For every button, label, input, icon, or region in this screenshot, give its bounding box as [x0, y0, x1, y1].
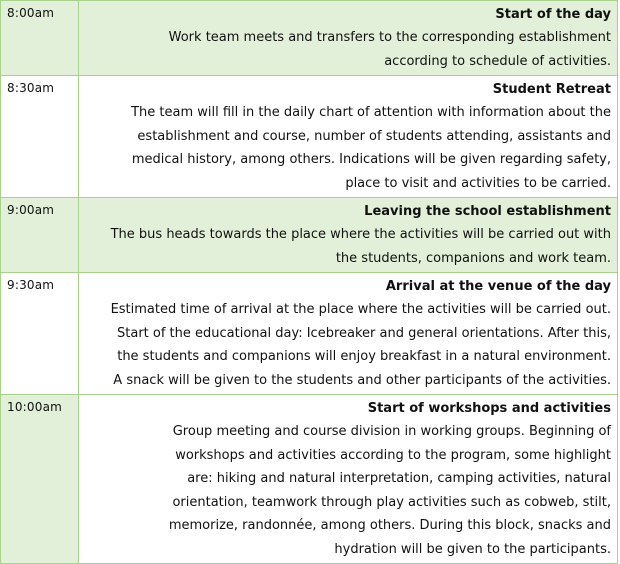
- description-line: the students and companions will enjoy breakfast in a natural environment.: [117, 349, 611, 364]
- description-line: according to schedule of activities.: [384, 53, 611, 69]
- description-line: place to visit and activities to be carried.: [345, 175, 611, 191]
- activity-title: Arrival at the venue of the day: [385, 279, 611, 294]
- description-line: orientation, teamwork through play activities such as cobweb, stilt,: [172, 494, 611, 510]
- description-line: Work team meets and transfers to the corresponding establishment: [168, 30, 611, 45]
- time-cell: [1, 76, 79, 198]
- description-cell: [79, 395, 618, 564]
- description-cell: [79, 198, 618, 273]
- time-cell: [1, 273, 79, 395]
- activity-title: Student Retreat: [492, 82, 611, 97]
- schedule-row: [1, 395, 618, 564]
- activity-description: [87, 420, 611, 561]
- time-label: 9:00am: [7, 203, 55, 217]
- description-line: workshops and activities according to the program, some highlight: [175, 447, 611, 463]
- schedule-row: [1, 198, 618, 273]
- description-line: the students, companions and work team.: [335, 250, 611, 266]
- description-line: Group meeting and course division in working groups. Beginning of: [172, 424, 611, 439]
- description-line: A snack will be given to the students and other participants of the activities.: [113, 372, 611, 388]
- schedule-row: [1, 273, 618, 395]
- time-label: 9:30am: [7, 278, 55, 292]
- description-cell: [79, 76, 618, 198]
- description-cell: [79, 1, 618, 76]
- schedule-row: [1, 1, 618, 76]
- schedule-row: [1, 76, 618, 198]
- description-line: establishment and course, number of students attending, assistants and: [137, 128, 611, 144]
- time-cell: [1, 198, 79, 273]
- description-line: hydration will be given to the participants.: [334, 541, 611, 557]
- description-cell: [79, 273, 618, 395]
- description-line: medical history, among others. Indications will be given regarding safety,: [131, 152, 611, 167]
- description-line: Start of the educational day: Icebreaker and general orientations. After this,: [117, 325, 611, 341]
- time-cell: [1, 395, 79, 564]
- activity-title: Start of the day: [495, 7, 611, 22]
- activity-title: Start of workshops and activities: [367, 401, 611, 416]
- time-label: 10:00am: [7, 400, 63, 414]
- description-line: memorize, randonnée, among others. During this block, snacks and: [168, 518, 611, 533]
- time-label: 8:00am: [7, 6, 55, 20]
- description-line: are: hiking and natural interpretation, camping activities, natural: [187, 471, 611, 486]
- activity-description: [87, 298, 611, 392]
- description-line: The bus heads towards the place where the activities will be carried out with: [110, 227, 611, 242]
- description-line: The team will fill in the daily chart of attention with information about the: [131, 105, 611, 120]
- time-cell: [1, 1, 79, 76]
- activity-title: Leaving the school establishment: [364, 204, 611, 219]
- activity-description: [87, 223, 611, 270]
- activity-description: [87, 26, 611, 73]
- activity-description: [87, 101, 611, 195]
- time-label: 8:30am: [7, 81, 55, 95]
- description-line: Estimated time of arrival at the place where the activities will be carried out.: [110, 302, 611, 317]
